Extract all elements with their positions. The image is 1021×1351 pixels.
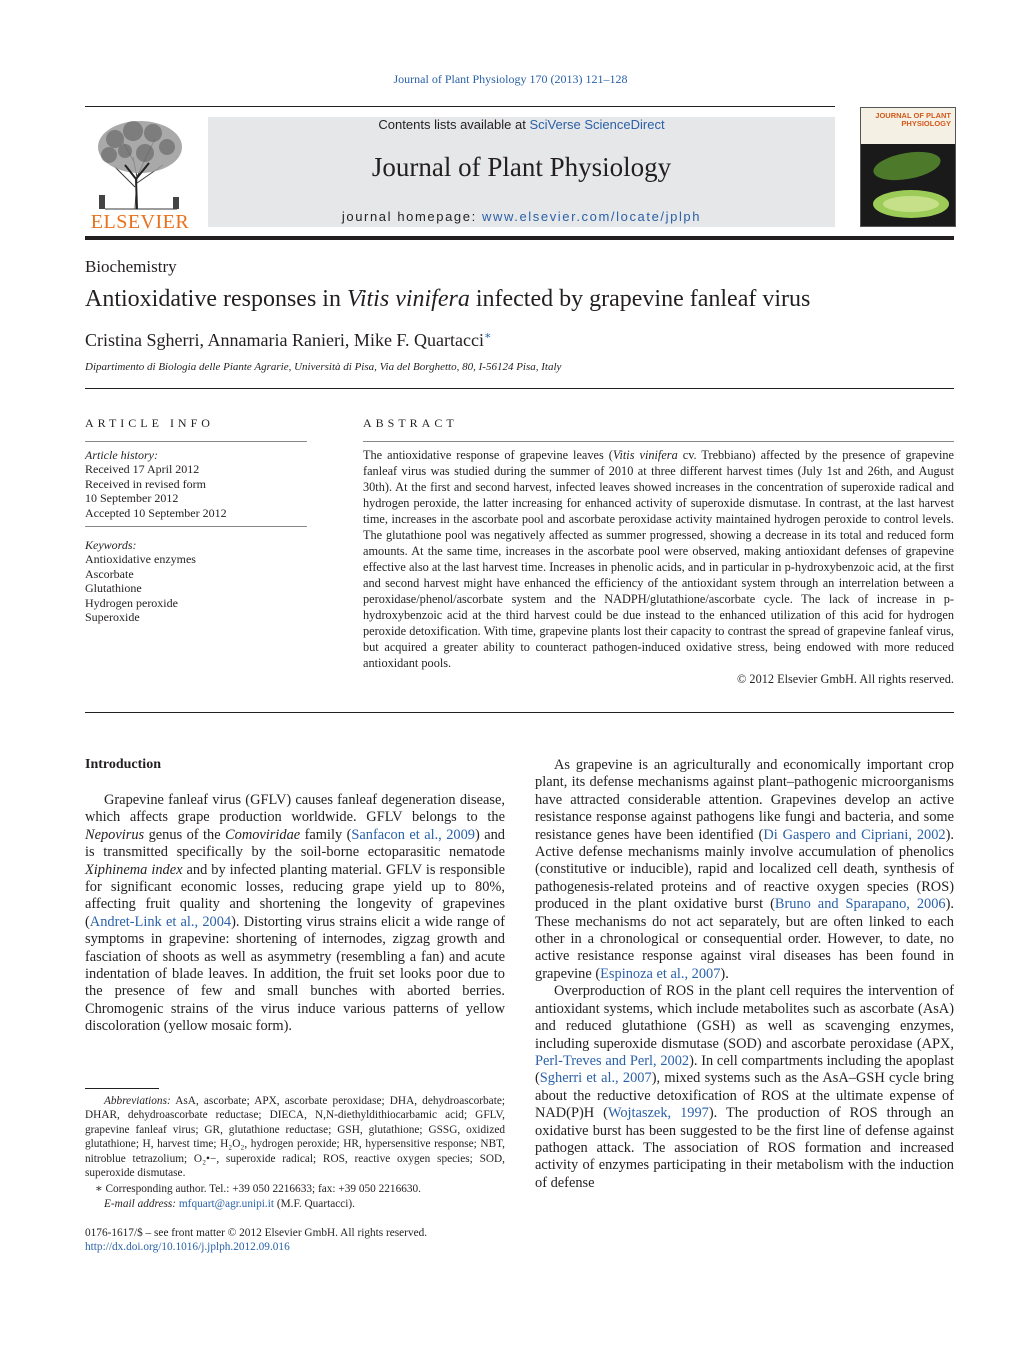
journal-cover[interactable]: [860, 107, 956, 227]
article-history: [85, 448, 307, 520]
header-rule: [85, 106, 835, 107]
elsevier-wordmark: ELSEVIER: [90, 211, 190, 233]
keywords-label: Keywords:: [85, 538, 137, 552]
article-info-rule: [85, 441, 307, 442]
history-item: Received 17 April 2012: [85, 462, 200, 477]
paragraph-text: and by infected planting material. GFLV is responsible for significant economic losses, reducing grape yield up to 80%, affecting fruit quality and shortening the longevity of grapevines (: [85, 861, 506, 930]
journal-title[interactable]: Journal of Plant Physiology: [371, 152, 672, 182]
title-rule: [85, 388, 954, 389]
paragraph-text: ). The production of ROS through an oxidative burst has been suggested to be the first line of defense against pathogen attack. The association of ROS formation and increased activity of enzymes participating in their metabolism with the induction of defense: [535, 1105, 954, 1191]
italic-text: Nepovirus: [85, 826, 145, 843]
email-label: E-mail address:: [104, 1197, 177, 1210]
email-suffix: (M.F. Quartacci).: [274, 1197, 355, 1210]
paragraph-text: ). Distorting virus strains elicit a wide range of symptoms in grapevine: shortening of internodes, zigzag growth and fasciation of shoots as well as asymmetry (resembling a fan) and acute indentation of blade leaves. In addition, the fruit set looks poor due to the presence of few and small bunches with aborted berries. Chromogenic strains of the virus induce various patterns of yellow discoloration (yellow mosaic form).: [85, 913, 505, 1035]
citation-link[interactable]: Di Gaspero and Cipriani, 2002: [763, 826, 946, 843]
footnotes: [85, 1094, 505, 1211]
title-species: Vitis vinifera: [346, 286, 470, 312]
email-footnote: [85, 1197, 505, 1211]
keyword-item: Ascorbate: [85, 566, 134, 581]
citation-link[interactable]: Sgherri et al., 2007: [539, 1070, 652, 1087]
cover-title: JOURNAL OF PLANT PHYSIOLOGY: [875, 111, 951, 128]
journal-citation[interactable]: Journal of Plant Physiology 170 (2013) 121–128: [393, 72, 628, 86]
citation-link[interactable]: Perl-Treves and Perl, 2002: [535, 1052, 690, 1069]
title-part-2: infected by grapevine fanleaf virus: [469, 286, 811, 312]
paragraph-text: ). In cell compartments including the apoplast (: [535, 1052, 954, 1087]
keyword-item: Antioxidative enzymes: [85, 552, 196, 567]
affiliation: Dipartimento di Biologia delle Piante Agrarie, Università di Pisa, Via del Borghetto, 80, I-56124 Pisa, Italy: [85, 361, 562, 373]
paragraph-text: genus of the: [144, 826, 226, 843]
authors-text: Cristina Sgherri, Annamaria Ranieri, Mike F. Quartacci: [85, 330, 484, 350]
front-matter: [85, 1226, 525, 1255]
homepage-prefix: journal homepage:: [341, 209, 482, 224]
abstract-part-1: The antioxidative response of grapevine leaves (: [363, 448, 613, 462]
history-label: Article history:: [85, 448, 158, 462]
abstract-rule: [363, 441, 954, 442]
abbrev-label: Abbreviations:: [104, 1095, 171, 1107]
cover-leaf-image: [861, 144, 955, 226]
elsevier-logo[interactable]: [85, 117, 195, 233]
paragraph-text: ). These mechanisms do not act separately, but are often linked to each other in a chronological or consequential order. However, to date, no active resistance response against viral diseases has been found in grapevine (: [535, 896, 954, 982]
issn-line: 0176-1617/$ – see front matter © 2012 Elsevier GmbH. All rights reserved.: [85, 1227, 428, 1239]
abstract-part-2: cv. Trebbiano) affected by the presence of grapevine fanleaf virus was studied during the summer of 2010 at three different harvest times (July 1st and 26th, and August 30th). At the first and second harvest, infected leaves showed increases in the concentration of superoxide radical and hydrogen peroxide, the latter increasing for enhanced activity of superoxide dismutase. In contrast, at the last harvest time, increases in the ascorbate pool and ascorbate peroxidase activity maintained hydrogen peroxide to control levels. The glutathione pool was negatively affected as summer progressed, showing a decrease in its total and reduced form amounts. At the same time, increases in the ascorbate pool were observed, making antioxidant defenses of grapevine effective also at the last harvest time. Increases in phenolic acids, and in particular in p-hydroxybenzoic acid, at the first and second harvest might have enhanced the efficiency of the antioxidant system through an interrelation between a peroxidase/phenol/ascorbate system and the NADPH/glutathione/ascorbate cycle. The lack of increase in p-hydroxybenzoic acid at the third harvest could be due instead to the enhanced utilization of this acid for hydrogen peroxide detoxification. With time, grapevine plants lost their capacity to contrast the spread of grapevine fanleaf virus, but acquired a greater ability to counteract pathogen-induced oxidative stress, being endowed with more reduced antioxidant pools.: [363, 448, 954, 670]
article-info-heading: ARTICLE INFO: [85, 416, 214, 430]
italic-text: Comoviridae: [225, 826, 301, 843]
history-item: 10 September 2012: [85, 491, 179, 506]
keyword-item: Glutathione: [85, 581, 142, 596]
abstract-species: Vitis vinifera: [612, 448, 678, 462]
doi-link[interactable]: http://dx.doi.org/10.1016/j.jplph.2012.09.016: [85, 1241, 290, 1254]
intro-column-right: [535, 757, 954, 1192]
sciencedirect-link[interactable]: SciVerse ScienceDirect: [529, 117, 665, 132]
title-part-1: Antioxidative responses in: [85, 286, 347, 312]
keywords-rule: [85, 526, 307, 527]
keyword-item: Hydrogen peroxide: [85, 595, 178, 610]
elsevier-tree-icon: [85, 117, 195, 212]
paragraph-text: ).: [720, 965, 729, 982]
abstract-bottom-rule: [85, 712, 954, 713]
header-thick-rule: [85, 236, 954, 240]
citation-link[interactable]: Wojtaszek, 1997: [607, 1105, 709, 1122]
citation-link[interactable]: Andret-Link et al., 2004: [89, 913, 232, 930]
contents-prefix: Contents lists available at: [378, 117, 530, 132]
paragraph-text: Grapevine fanleaf virus (GFLV) causes fanleaf degeneration disease, which affects grape production worldwide. GFLV belongs to the: [85, 792, 505, 826]
paragraph-text: As grapevine is an agriculturally and economically important crop plant, its defense mechanisms against plant–pathogenic microorganisms have attracted considerable attention. Grapevines develop an active resistance response against pathogens like fungi and bacteria, and some resistance genes have been identified (: [535, 757, 954, 843]
italic-text: Xiphinema index: [85, 861, 183, 878]
intro-column-left: [85, 792, 505, 1036]
contents-line: [208, 117, 835, 132]
corresponding-mark[interactable]: ∗: [483, 330, 492, 342]
citation-link[interactable]: Sanfacon et al., 2009: [351, 826, 475, 843]
abbreviations-footnote: [85, 1094, 505, 1180]
citation-link[interactable]: Bruno and Sparapano, 2006: [774, 896, 946, 913]
author-list: [85, 329, 491, 351]
email-link[interactable]: mfquart@agr.unipi.it: [178, 1197, 275, 1210]
keyword-item: Superoxide: [85, 610, 140, 625]
corresponding-footnote: ∗ Corresponding author. Tel.: +39 050 2216633; fax: +39 050 2216630.: [95, 1183, 421, 1196]
paragraph-text: family (: [300, 826, 352, 843]
history-item: Received in revised form: [85, 476, 206, 491]
keywords: [85, 538, 307, 624]
intro-paragraph-1: [85, 792, 505, 1036]
homepage-link[interactable]: www.elsevier.com/locate/jplph: [482, 209, 702, 224]
citation-link[interactable]: Espinoza et al., 2007: [600, 965, 721, 982]
footnote-rule: [85, 1088, 159, 1089]
paragraph-text: ), mixed systems such as the AsA–GSH cycle bring about the reductive detoxification of ROS at the ultimate expense of NAD(P)H (: [535, 1070, 955, 1122]
abstract-text: [363, 447, 954, 687]
intro-paragraph-3: [535, 983, 954, 1192]
abstract-copyright: © 2012 Elsevier GmbH. All rights reserved.: [737, 672, 954, 686]
introduction-heading: Introduction: [85, 757, 161, 772]
paragraph-text: ) and is transmitted specifically by the soil-borne ectoparasitic nematode: [85, 826, 505, 861]
paragraph-text: ). Active defense mechanisms mainly involve accumulation of phenolics (constitutive or inducible), rapid and localized cell death, synthesis of pathogenesis-related proteins and of reactive oxygen species (ROS) produced in the plant oxidative burst (: [535, 826, 954, 913]
journal-homepage: [208, 209, 835, 224]
section-label: Biochemistry: [85, 257, 177, 276]
abstract-heading: ABSTRACT: [363, 416, 458, 430]
article-title: [85, 286, 810, 313]
paragraph-text: Overproduction of ROS in the plant cell requires the intervention of antioxidant systems, which include metabolites such as ascorbate (AsA) and reduced glutathione (GSH) as well as scavenging enzymes, including superoxide dismutase (SOD) and ascorbate peroxidase (APX,: [535, 983, 954, 1052]
abbrev-text: AsA, ascorbate; APX, ascorbate peroxidase; DHA, dehydroascorbate; DHAR, dehydroascorbate reductase; DIECA, N,N-diethyldithiocarbamic acid; GFLV, grapevine fanleaf virus; GR, glutathione reductase; GSH, glutathione; GSSG, oxidized glutathione; H, harvest time; H₂O₂, hydrogen peroxide; HR, hypersensitive response; NBT, nitroblue tetrazolium; O₂•−, superoxide radical; ROS, reactive oxygen species; SOD, superoxide dismutase.: [85, 1095, 505, 1180]
intro-paragraph-2: [535, 757, 954, 983]
history-item: Accepted 10 September 2012: [85, 505, 227, 520]
